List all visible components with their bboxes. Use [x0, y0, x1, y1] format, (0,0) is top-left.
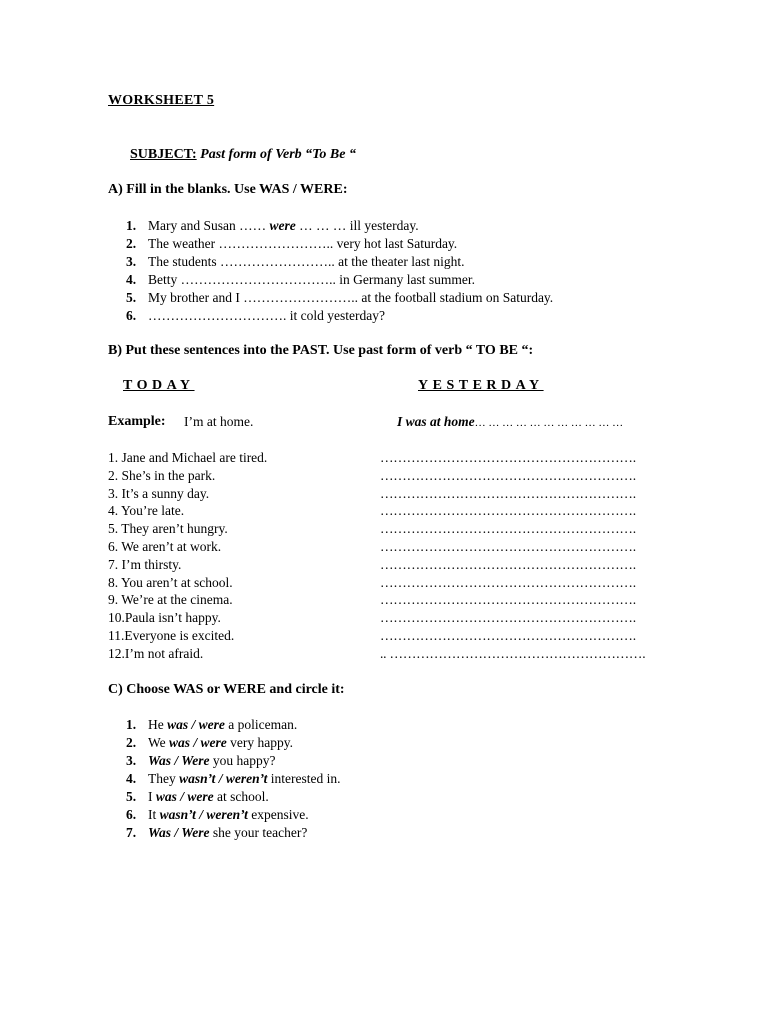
section-b-heading: B) Put these sentences into the PAST. Use past form of verb “ TO BE “: [108, 343, 534, 358]
worksheet-title: WORKSHEET 5 [108, 93, 215, 108]
choice-option[interactable]: was / were [169, 735, 227, 750]
example-yesterday [397, 413, 623, 432]
list-item: 1. Jane and Michael are tired. [108, 450, 268, 465]
list-item: 5. They aren’t hungry. [108, 521, 228, 537]
list-item: 6. It wasn’t / weren’t expensive. [126, 807, 309, 822]
list-item: 10.Paula isn’t happy. [108, 610, 221, 626]
section-a-list [126, 217, 553, 325]
list-item: 7. Was / Were she your teacher? [126, 825, 308, 840]
list-item: 3. The students …………………….. at the theater last night. [126, 254, 465, 269]
subject-value: Past form of Verb “To Be “ [200, 147, 356, 162]
choice-option[interactable]: wasn’t / weren’t [179, 771, 268, 786]
list-item: 4. They wasn’t / weren’t interested in. [126, 771, 341, 786]
choice-option[interactable]: Was / Were [148, 753, 210, 768]
choice-option[interactable]: wasn’t / weren’t [159, 807, 248, 822]
answer-line[interactable]: .. …………………………………………………. [380, 645, 646, 661]
list-item: 5. I was / were at school. [126, 789, 269, 804]
section-a-heading: A) Fill in the blanks. Use WAS / WERE: [108, 182, 348, 197]
list-item: 2. She’s in the park. [108, 467, 216, 483]
subject-label: SUBJECT: [130, 147, 197, 162]
example-answer: were [269, 218, 296, 233]
list-item: 9. We’re at the cinema. [108, 592, 233, 608]
subject-line [130, 146, 356, 164]
list-item: 4. You’re late. [108, 503, 185, 519]
list-item: 4. Betty …………………………….. in Germany last summer. [126, 272, 475, 287]
section-c-list [126, 716, 341, 842]
list-item: 8. You aren’t at school. [108, 574, 233, 590]
list-item: 2. We was / were very happy. [126, 735, 294, 750]
list-item: 2. The weather …………………….. very hot last Saturday. [126, 236, 458, 251]
column-heading-today: TODAY [123, 378, 195, 393]
answer-line[interactable]: …………………………………………………. [380, 485, 636, 501]
answer-line[interactable]: …………………………………………………. [380, 610, 636, 626]
section-c-heading: C) Choose WAS or WERE and circle it: [108, 682, 345, 697]
choice-option[interactable]: was / were [167, 717, 225, 732]
list-item: 3. Was / Were you happy? [126, 753, 276, 768]
example-label: Example: [108, 414, 166, 429]
list-item: 5. My brother and I …………………….. at the football stadium on Saturday. [126, 290, 554, 305]
example-today: I’m at home. [184, 414, 254, 429]
column-heading-yesterday: YESTERDAY [418, 378, 544, 393]
list-item: 6. …………………………. it cold yesterday? [126, 308, 385, 323]
example-dots: … … … … … … … … … … … [474, 417, 624, 429]
section-b-sentences [108, 449, 267, 663]
answer-line[interactable]: …………………………………………………. [380, 503, 636, 519]
list-item: 1. Mary and Susan …… were … … … ill yesterday. [126, 218, 419, 233]
answer-line[interactable]: …………………………………………………. [380, 538, 636, 554]
answer-line[interactable]: …………………………………………………. [380, 574, 636, 590]
answer-line[interactable]: …………………………………………………. [380, 450, 636, 465]
list-item: 3. It’s a sunny day. [108, 485, 210, 501]
answer-line[interactable]: …………………………………………………. [380, 627, 636, 643]
section-b-answer-lines [380, 449, 645, 663]
choice-option[interactable]: Was / Were [148, 825, 210, 840]
example-yesterday-text: I was at home [397, 414, 475, 429]
answer-line[interactable]: …………………………………………………. [380, 556, 636, 572]
list-item: 7. I’m thirsty. [108, 556, 182, 572]
answer-line[interactable]: …………………………………………………. [380, 467, 636, 483]
choice-option[interactable]: was / were [155, 789, 214, 804]
answer-line[interactable]: …………………………………………………. [380, 592, 636, 608]
list-item: 1. He was / were a policeman. [126, 717, 298, 732]
list-item: 11.Everyone is excited. [108, 627, 235, 643]
list-item: 6. We aren’t at work. [108, 538, 222, 554]
answer-line[interactable]: …………………………………………………. [380, 521, 636, 537]
list-item: 12.I’m not afraid. [108, 645, 204, 661]
